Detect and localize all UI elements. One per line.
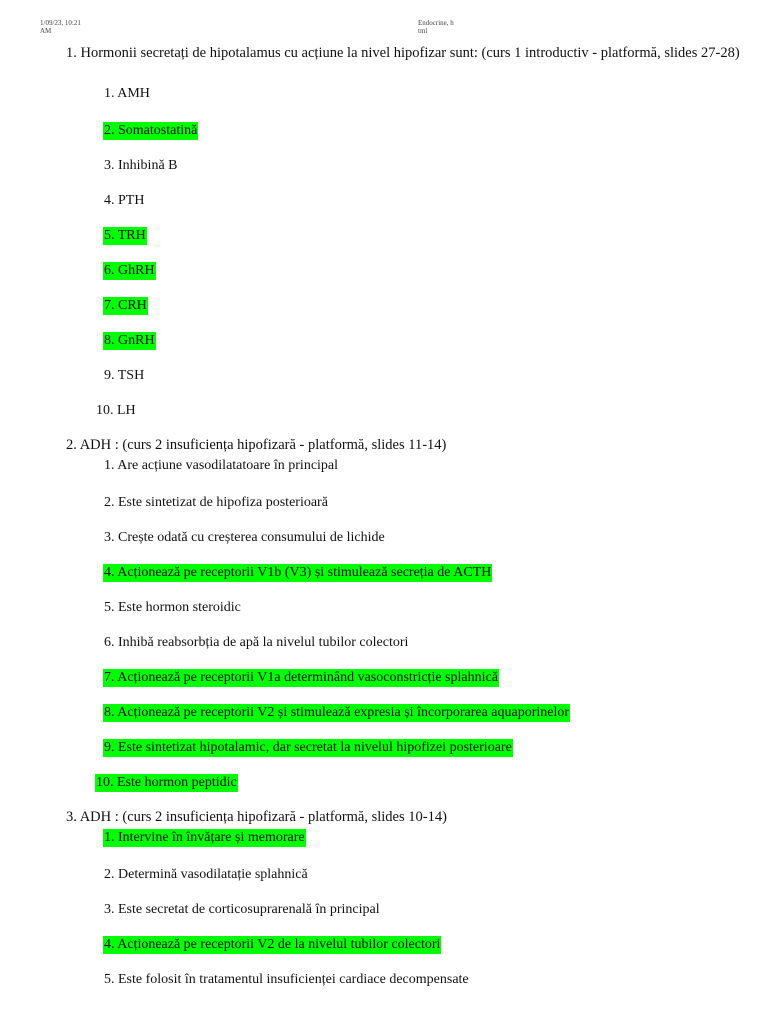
option-correct: 8. GnRH xyxy=(104,333,155,348)
print-header-datetime: 1/09/23, 10:21 AM xyxy=(40,19,81,35)
option-correct: 4. Acționează pe receptorii V1b (V3) și stimulează secreția de ACTH xyxy=(104,565,492,580)
print-header-title: Endocrine, h tml xyxy=(418,19,454,35)
question-3 xyxy=(66,808,742,827)
option: 3. Este secretat de corticosuprarenală în principal xyxy=(104,902,380,917)
option: 3. Inhibină B xyxy=(104,158,178,173)
option: 1. AMH xyxy=(104,86,150,101)
option: 4. PTH xyxy=(104,193,145,208)
option: 1. Are acțiune vasodilatatoare în principal xyxy=(104,458,339,473)
option-correct: 2. Somatostatină xyxy=(104,123,198,138)
option: 2. Determină vasodilatație splahnică xyxy=(104,867,308,882)
option-correct: 8. Acționează pe receptorii V2 și stimulează expresia și încorporarea aquaporinelor xyxy=(104,705,570,720)
option-correct: 6. GhRH xyxy=(104,263,155,278)
option: 9. TSH xyxy=(104,368,145,383)
question-text: 1. Hormonii secretați de hipotalamus cu acțiune la nivel hipofizar sunt: (curs 1 introductiv - platformă, slides 27-28) xyxy=(66,45,740,61)
option-correct: 4. Acționează pe receptorii V2 de la nivelul tubilor colectori xyxy=(104,937,441,952)
option: 5. Este hormon steroidic xyxy=(104,600,241,615)
option-correct: 9. Este sintetizat hipotalamic, dar secretat la nivelul hipofizei posterioare xyxy=(104,740,512,755)
option: 6. Inhibă reabsorbția de apă la nivelul tubilor colectori xyxy=(104,635,409,650)
option: 5. Este folosit în tratamentul insuficienței cardiace decompensate xyxy=(104,972,469,987)
option-correct: 7. CRH xyxy=(104,298,147,313)
option-correct: 5. TRH xyxy=(104,228,146,243)
option-correct: 7. Acționează pe receptorii V1a determinând vasoconstricție splahnică xyxy=(104,670,498,685)
option: 3. Crește odată cu creșterea consumului de lichide xyxy=(104,530,385,545)
option-correct: 1. Intervine în învățare și memorare xyxy=(104,830,305,845)
question-text: 3. ADH : (curs 2 insuficiența hipofizară - platformă, slides 10-14) xyxy=(66,809,447,825)
option-correct: 10. Este hormon peptidic xyxy=(96,775,237,790)
option: 10. LH xyxy=(96,403,136,418)
option: 2. Este sintetizat de hipofiza posterioară xyxy=(104,495,328,510)
question-text: 2. ADH : (curs 2 insuficiența hipofizară - platformă, slides 11-14) xyxy=(66,437,447,453)
question-1 xyxy=(66,44,742,63)
question-2 xyxy=(66,436,742,455)
